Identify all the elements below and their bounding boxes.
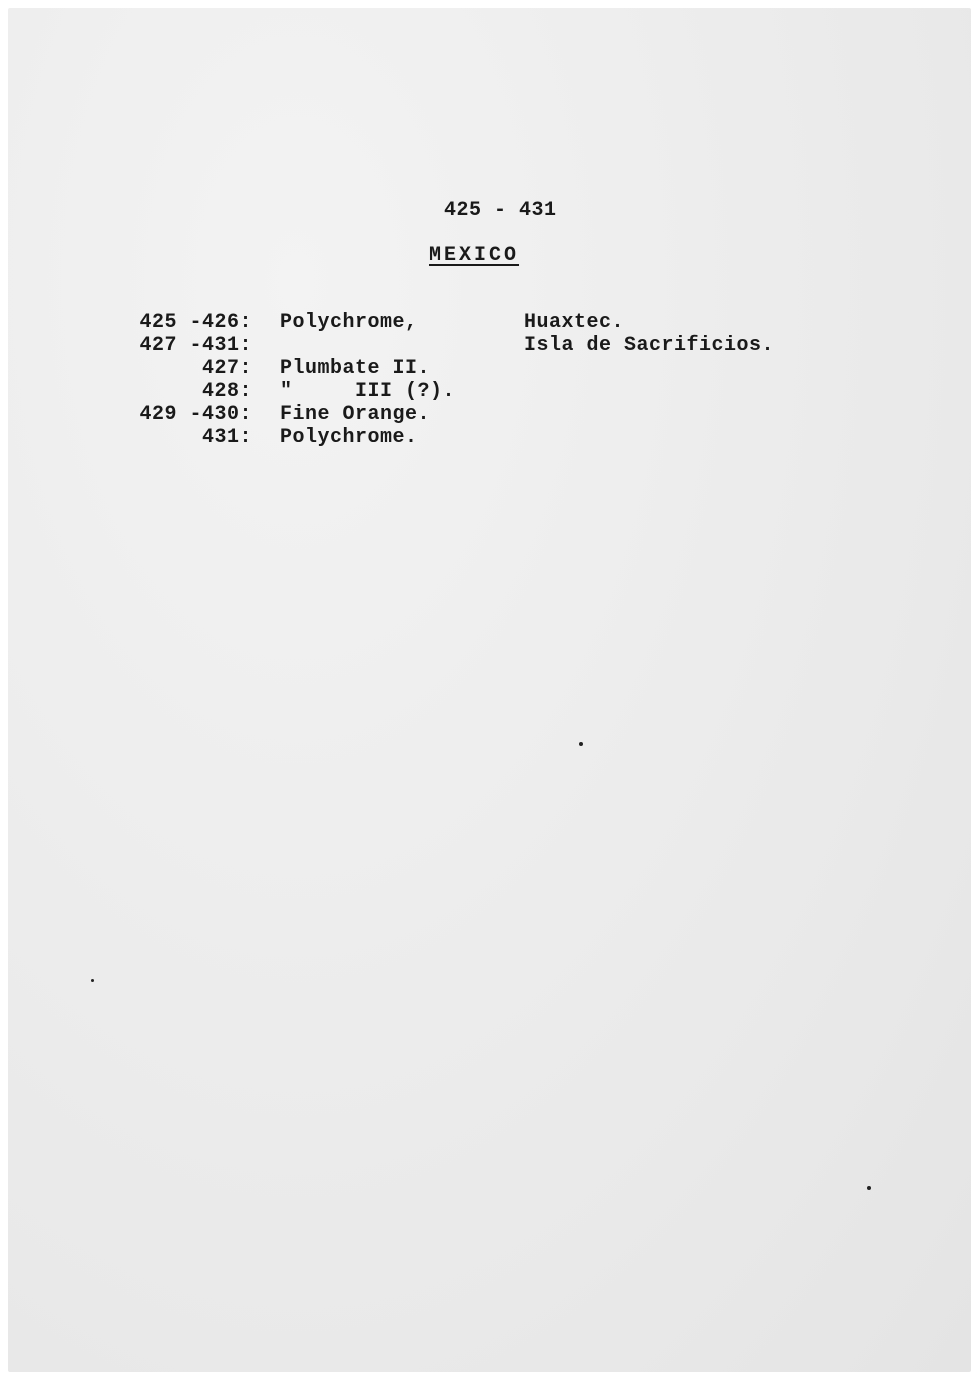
scan-speck xyxy=(867,1186,871,1190)
entry-numbers: 427: xyxy=(201,357,252,380)
entry-numbers: 431: xyxy=(201,426,252,449)
page-title: MEXICO xyxy=(429,244,520,267)
scan-speck xyxy=(579,742,583,746)
page-range: 425 - 431 xyxy=(444,199,557,222)
entry-origin: Isla de Sacrificios. xyxy=(524,334,775,357)
entry-numbers: 425 -426: xyxy=(139,311,252,334)
document-page xyxy=(8,8,971,1372)
entry-numbers: 427 -431: xyxy=(139,334,252,357)
entry-numbers: 429 -430: xyxy=(139,403,252,426)
entry-description: " III (?). xyxy=(280,380,456,403)
entry-description: Plumbate II. xyxy=(280,357,431,380)
entry-numbers: 428: xyxy=(201,380,252,403)
scan-speck xyxy=(91,979,94,982)
entry-origin: Huaxtec. xyxy=(524,311,625,334)
entry-description: Fine Orange. xyxy=(280,403,431,426)
entry-description: Polychrome. xyxy=(280,426,418,449)
entry-description: Polychrome, xyxy=(280,311,418,334)
